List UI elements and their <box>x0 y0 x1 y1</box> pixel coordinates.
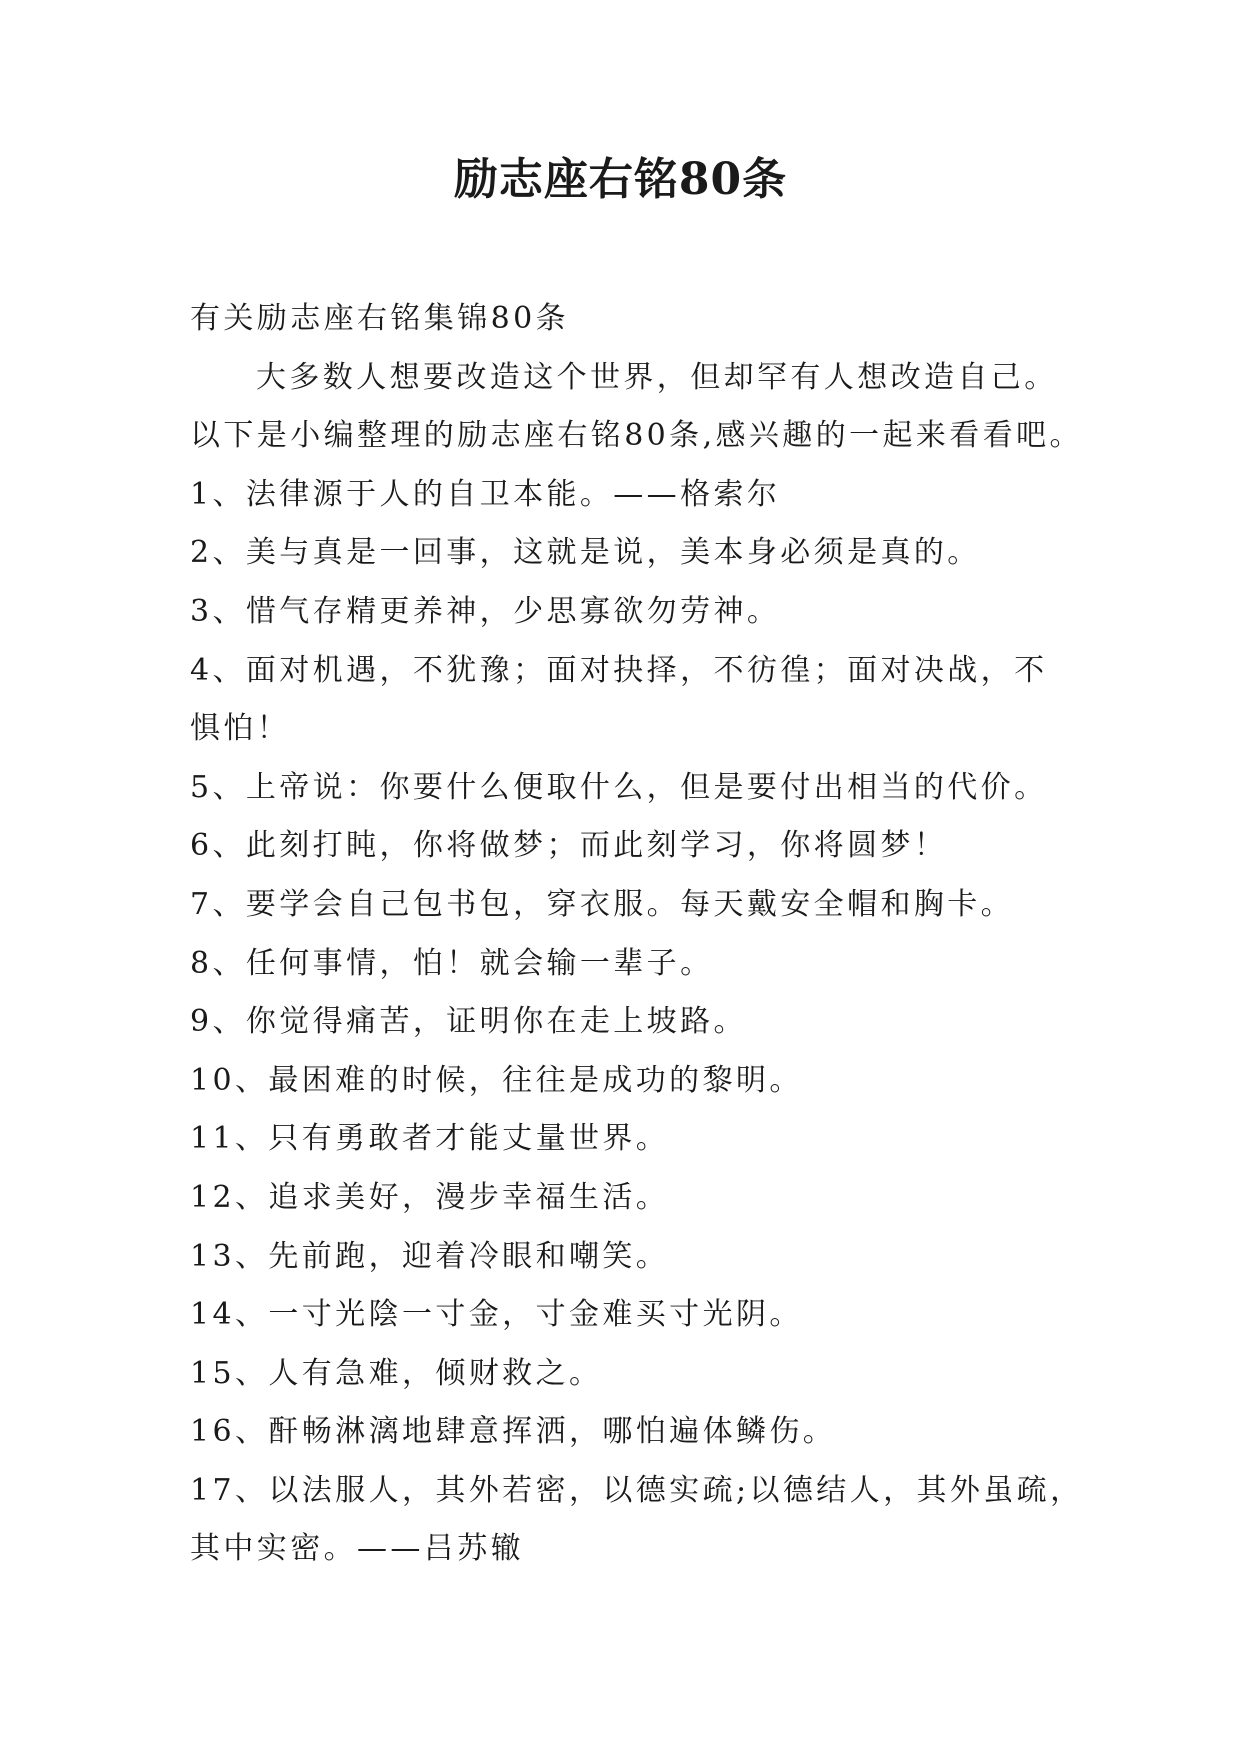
document-body <box>190 290 1084 1579</box>
motto-line: 5、上帝说：你要什么便取什么，但是要付出相当的代价。 <box>190 769 1048 805</box>
document-subtitle: 有关励志座右铭集锦80条 <box>190 301 569 336</box>
motto-line: 惧怕！ <box>190 711 291 747</box>
motto-line: 16、酐畅淋漓地肆意挥洒，哪怕遍体鳞伤。 <box>190 1414 837 1450</box>
motto-line: 3、惜气存精更养神，少思寡欲勿劳神。 <box>190 593 781 629</box>
motto-line: 其中实密。——吕苏辙 <box>190 1531 524 1567</box>
motto-line: 6、此刻打盹，你将做梦；而此刻学习，你将圆梦！ <box>190 828 948 864</box>
motto-line: 14、一寸光陰一寸金，寸金难买寸光阴。 <box>190 1297 803 1333</box>
motto-line: 12、追求美好，漫步幸福生活。 <box>190 1179 670 1215</box>
motto-line: 1、法律源于人的自卫本能。——格索尔 <box>190 476 781 512</box>
motto-line: 15、人有急难，倾财救之。 <box>190 1355 603 1391</box>
motto-line: 17、以法服人，其外若密，以德实疏;以德结人，其外虽疏， <box>190 1472 1084 1508</box>
document-title: 励志座右铭80条 <box>453 154 788 205</box>
motto-line: 8、任何事情，怕！就会输一辈子。 <box>190 945 714 981</box>
motto-line: 4、面对机遇，不犹豫；面对抉择，不彷徨；面对决战，不 <box>190 652 1048 688</box>
motto-line: 9、你觉得痛苦，证明你在走上坡路。 <box>190 1004 747 1040</box>
motto-line: 7、要学会自己包书包，穿衣服。每天戴安全帽和胸卡。 <box>190 886 1015 922</box>
motto-line: 11、只有勇敢者才能丈量世界。 <box>190 1121 670 1157</box>
motto-line: 13、先前跑，迎着冷眼和嘲笑。 <box>190 1238 670 1274</box>
intro-line: 以下是小编整理的励志座右铭80条,感兴趣的一起来看看吧。 <box>190 418 1083 454</box>
motto-line: 2、美与真是一回事，这就是说，美本身必须是真的。 <box>190 535 981 571</box>
intro-line: 大多数人想要改造这个世界，但却罕有人想改造自己。 <box>256 359 1058 395</box>
motto-line: 10、最困难的时候，往往是成功的黎明。 <box>190 1062 803 1098</box>
